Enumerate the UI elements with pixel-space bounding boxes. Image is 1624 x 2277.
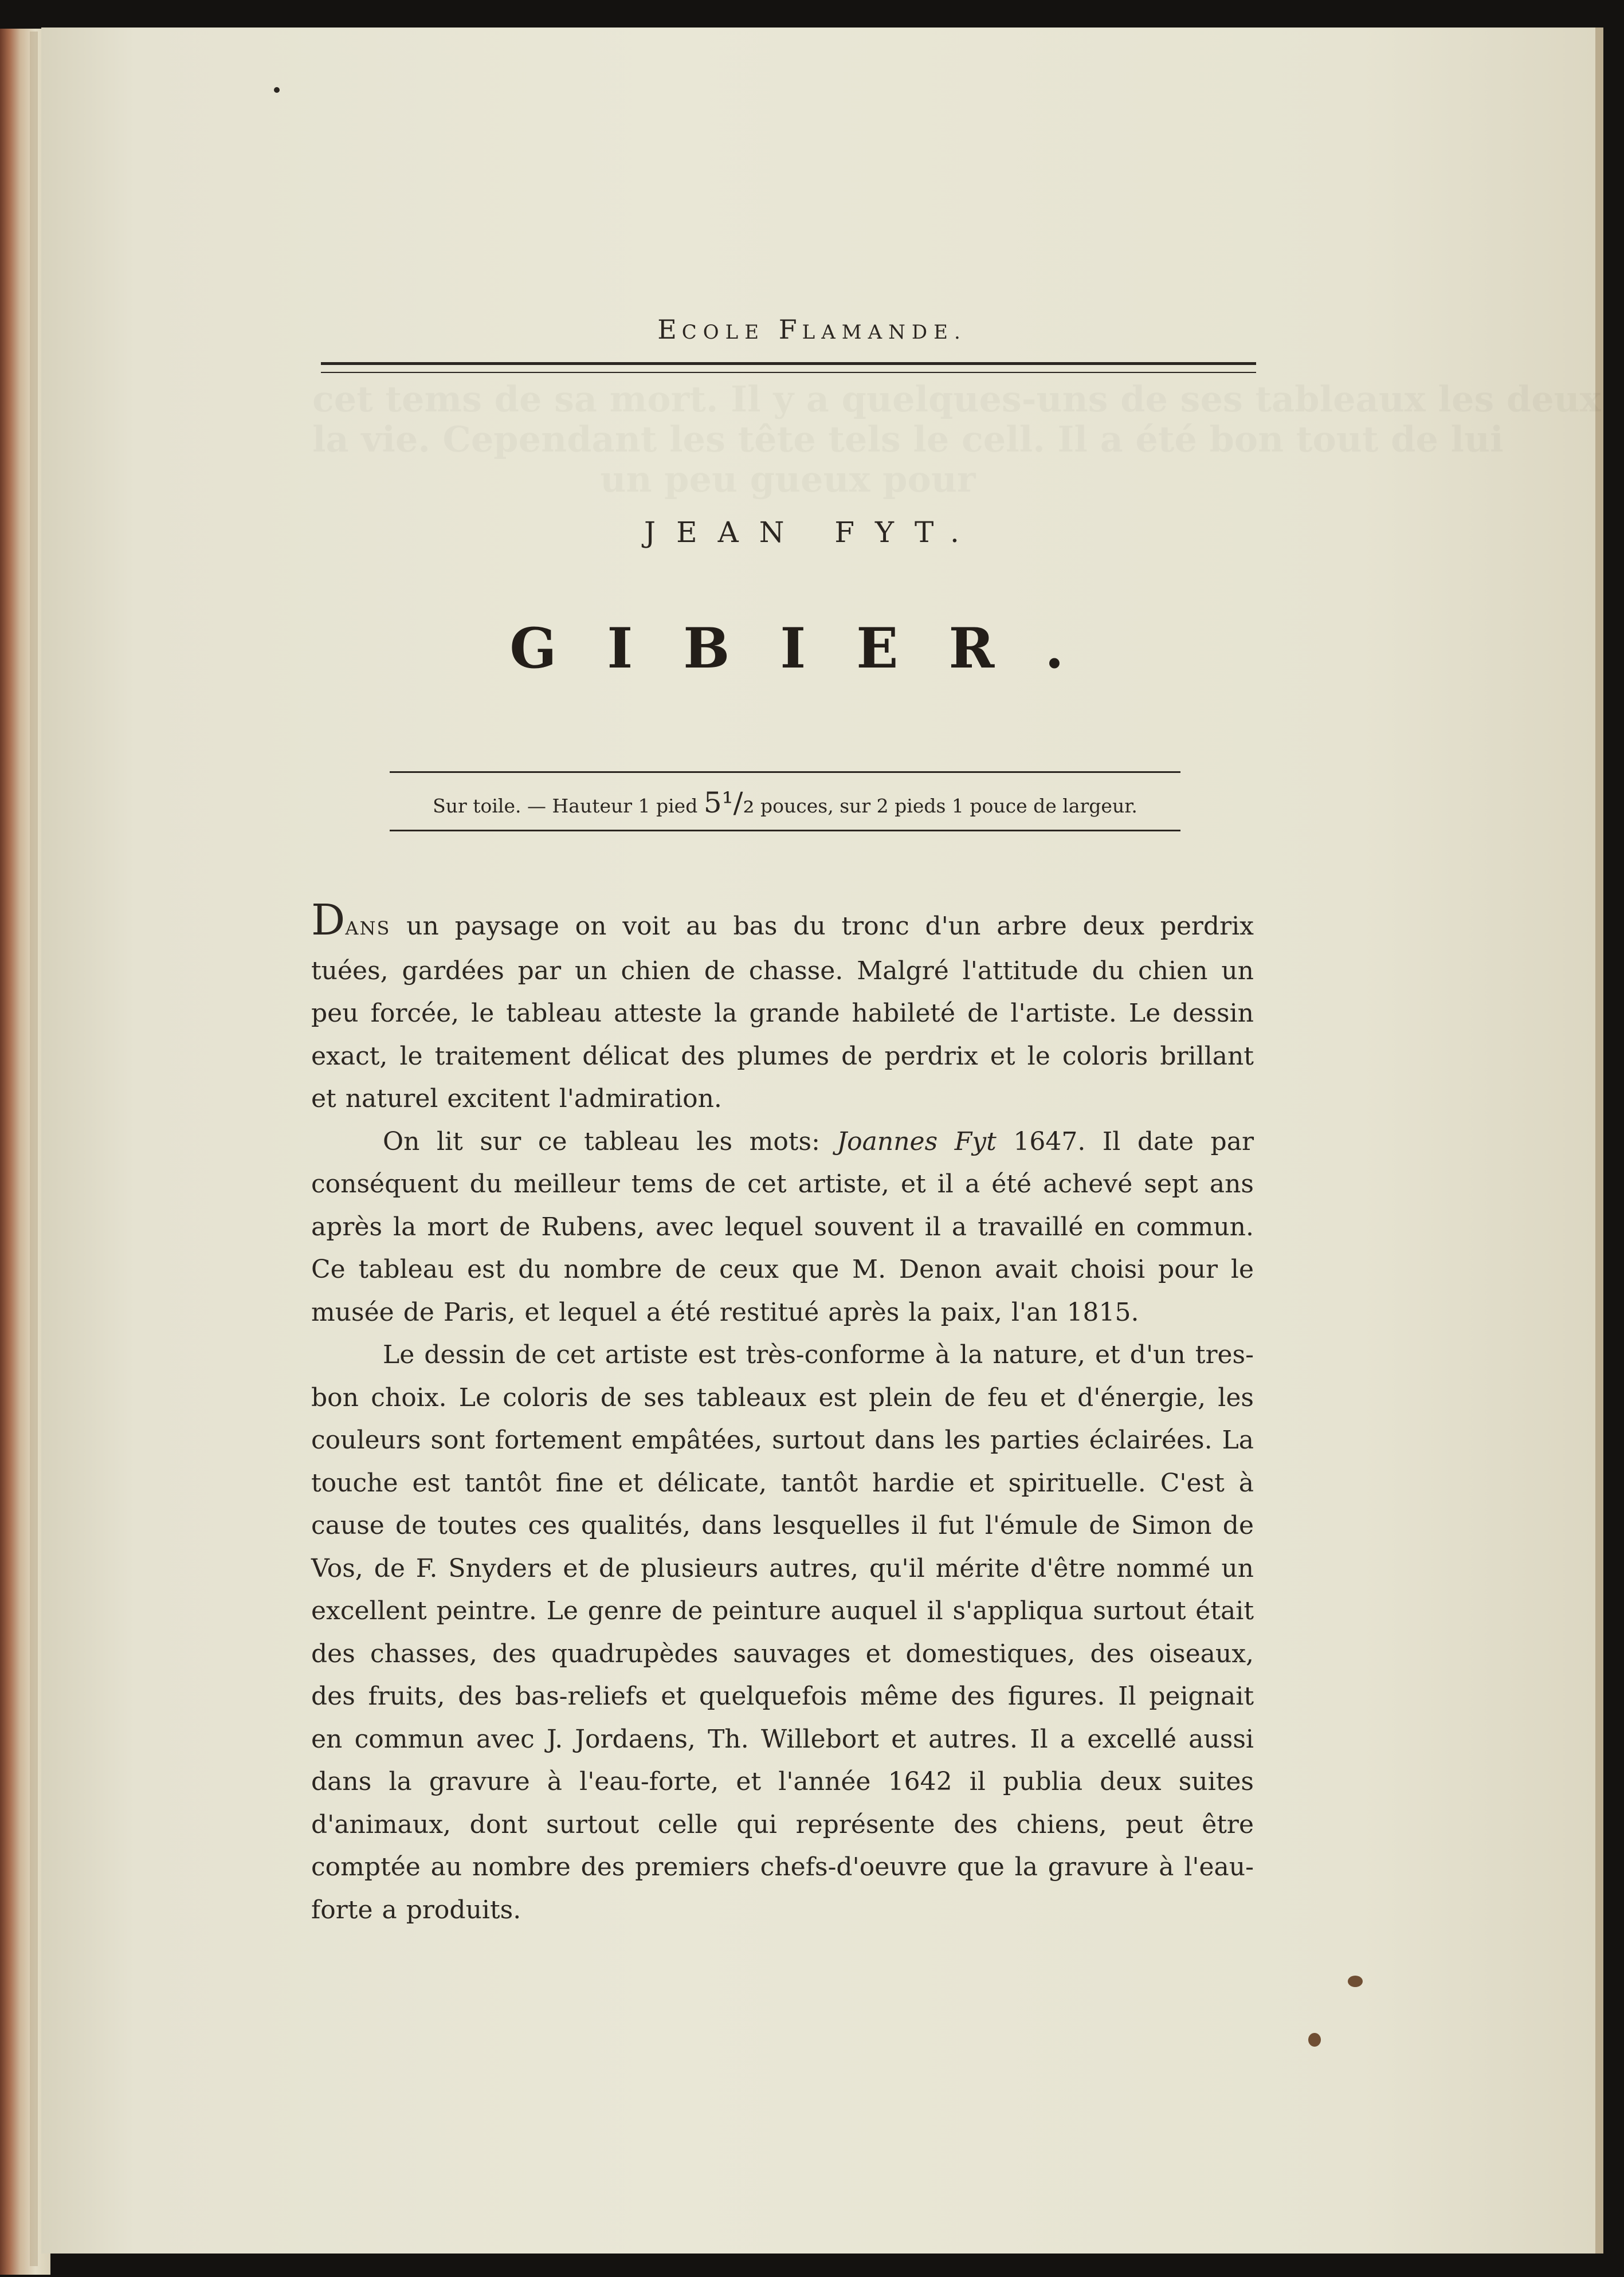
bleed-through-line-1 bbox=[312, 378, 1264, 420]
painting-dimensions bbox=[390, 786, 1180, 819]
school-heading-rest-2: LAMANDE. bbox=[802, 321, 967, 344]
dimensions-rule-top bbox=[390, 771, 1180, 773]
paragraph-3: Le dessin de cet artiste est très-conforme à la nature, et d'un tres-bon choix. Le coloris de ses tableaux est plein de feu et d'énergie, les couleurs sont fortement empâtées, surtout dans les parties éclairées. La touche est tantôt fine et délicate, tantôt hardie et spirituelle. C'est à cause de toutes ces qualités, dans lesquelles il fut l'émule de Simon de Vos, de F. Snyders et de plusieurs autres, qu'il mérite d'être nommé un excellent peintre. Le genre de peinture auquel il s'appliqua surtout était des chasses, des quadrupèdes sauvages et domestiques, des oiseaux, des fruits, des bas-reliefs et quelquefois même des figures. Il peignait en commun avec J. Jordaens, Th. Willebort et autres. Il a excellé aussi dans la gravure à l'eau-forte, et l'année 1642 il publia deux suites d'animaux, dont surtout celle qui représente des chiens, peut être comptée au nombre des premiers chefs-d'oeuvre que la gravure à l'eau-forte a produits. bbox=[311, 1340, 1254, 1925]
dimensions-rule-bottom bbox=[390, 830, 1180, 831]
header-rule-thin bbox=[321, 372, 1256, 373]
previous-page-edge bbox=[30, 32, 38, 2266]
body-text bbox=[311, 896, 1254, 1931]
artist-name: JEAN FYT. bbox=[644, 516, 980, 549]
paragraph-1-smallcaps: ANS bbox=[345, 917, 391, 939]
paragraph-2-text-before: On lit sur ce tableau les mots: bbox=[383, 1126, 837, 1156]
school-heading-initial-1: E bbox=[657, 314, 682, 345]
foxing-spot bbox=[1348, 1976, 1363, 1987]
school-heading bbox=[0, 314, 1624, 345]
painting-title: GIBIER. bbox=[509, 616, 1115, 681]
dimensions-fraction: 5¹/₂ bbox=[703, 786, 755, 819]
paragraph-1-text: un paysage on voit au bas du tronc d'un arbre deux perdrix tuées, gardées par un chien de chasse. Malgré l'attitude du chien un peu forcée, le tableau atteste la grande habileté de l'artiste. Le dessin exact, le traitement délicat des plumes de perdrix et le coloris brillant et naturel excitent l'admiration. bbox=[311, 912, 1254, 1113]
header-rule-thick bbox=[321, 362, 1256, 365]
bleed-through-line-3 bbox=[312, 458, 1264, 500]
paragraph-1 bbox=[311, 896, 1254, 1121]
drop-cap: D bbox=[311, 896, 346, 945]
dimensions-text-before: Sur toile. — Hauteur 1 pied bbox=[433, 795, 704, 817]
foxing-spot bbox=[1308, 2033, 1321, 2047]
foxing-spot bbox=[274, 87, 280, 93]
school-heading-initial-2: F bbox=[778, 314, 802, 345]
paragraph-2 bbox=[311, 1121, 1254, 1334]
signature-italic: Joannes Fyt bbox=[837, 1126, 997, 1156]
dimensions-text-after: pouces, sur 2 pieds 1 pouce de largeur. bbox=[754, 795, 1137, 817]
school-heading-rest-1: COLE bbox=[681, 321, 766, 344]
bleed-through-line-2 bbox=[312, 418, 1264, 460]
paragraph-2-text-after: 1647. Il date par conséquent du meilleur tems de cet artiste, et il a été achevé sept ans après la mort de Rubens, avec lequel souvent il a travaillé en commun. Ce tableau est du nombre de ceux que M. Denon avait choisi pour le musée de Paris, et lequel a été restitué après la paix, l'an 1815. bbox=[311, 1126, 1254, 1327]
